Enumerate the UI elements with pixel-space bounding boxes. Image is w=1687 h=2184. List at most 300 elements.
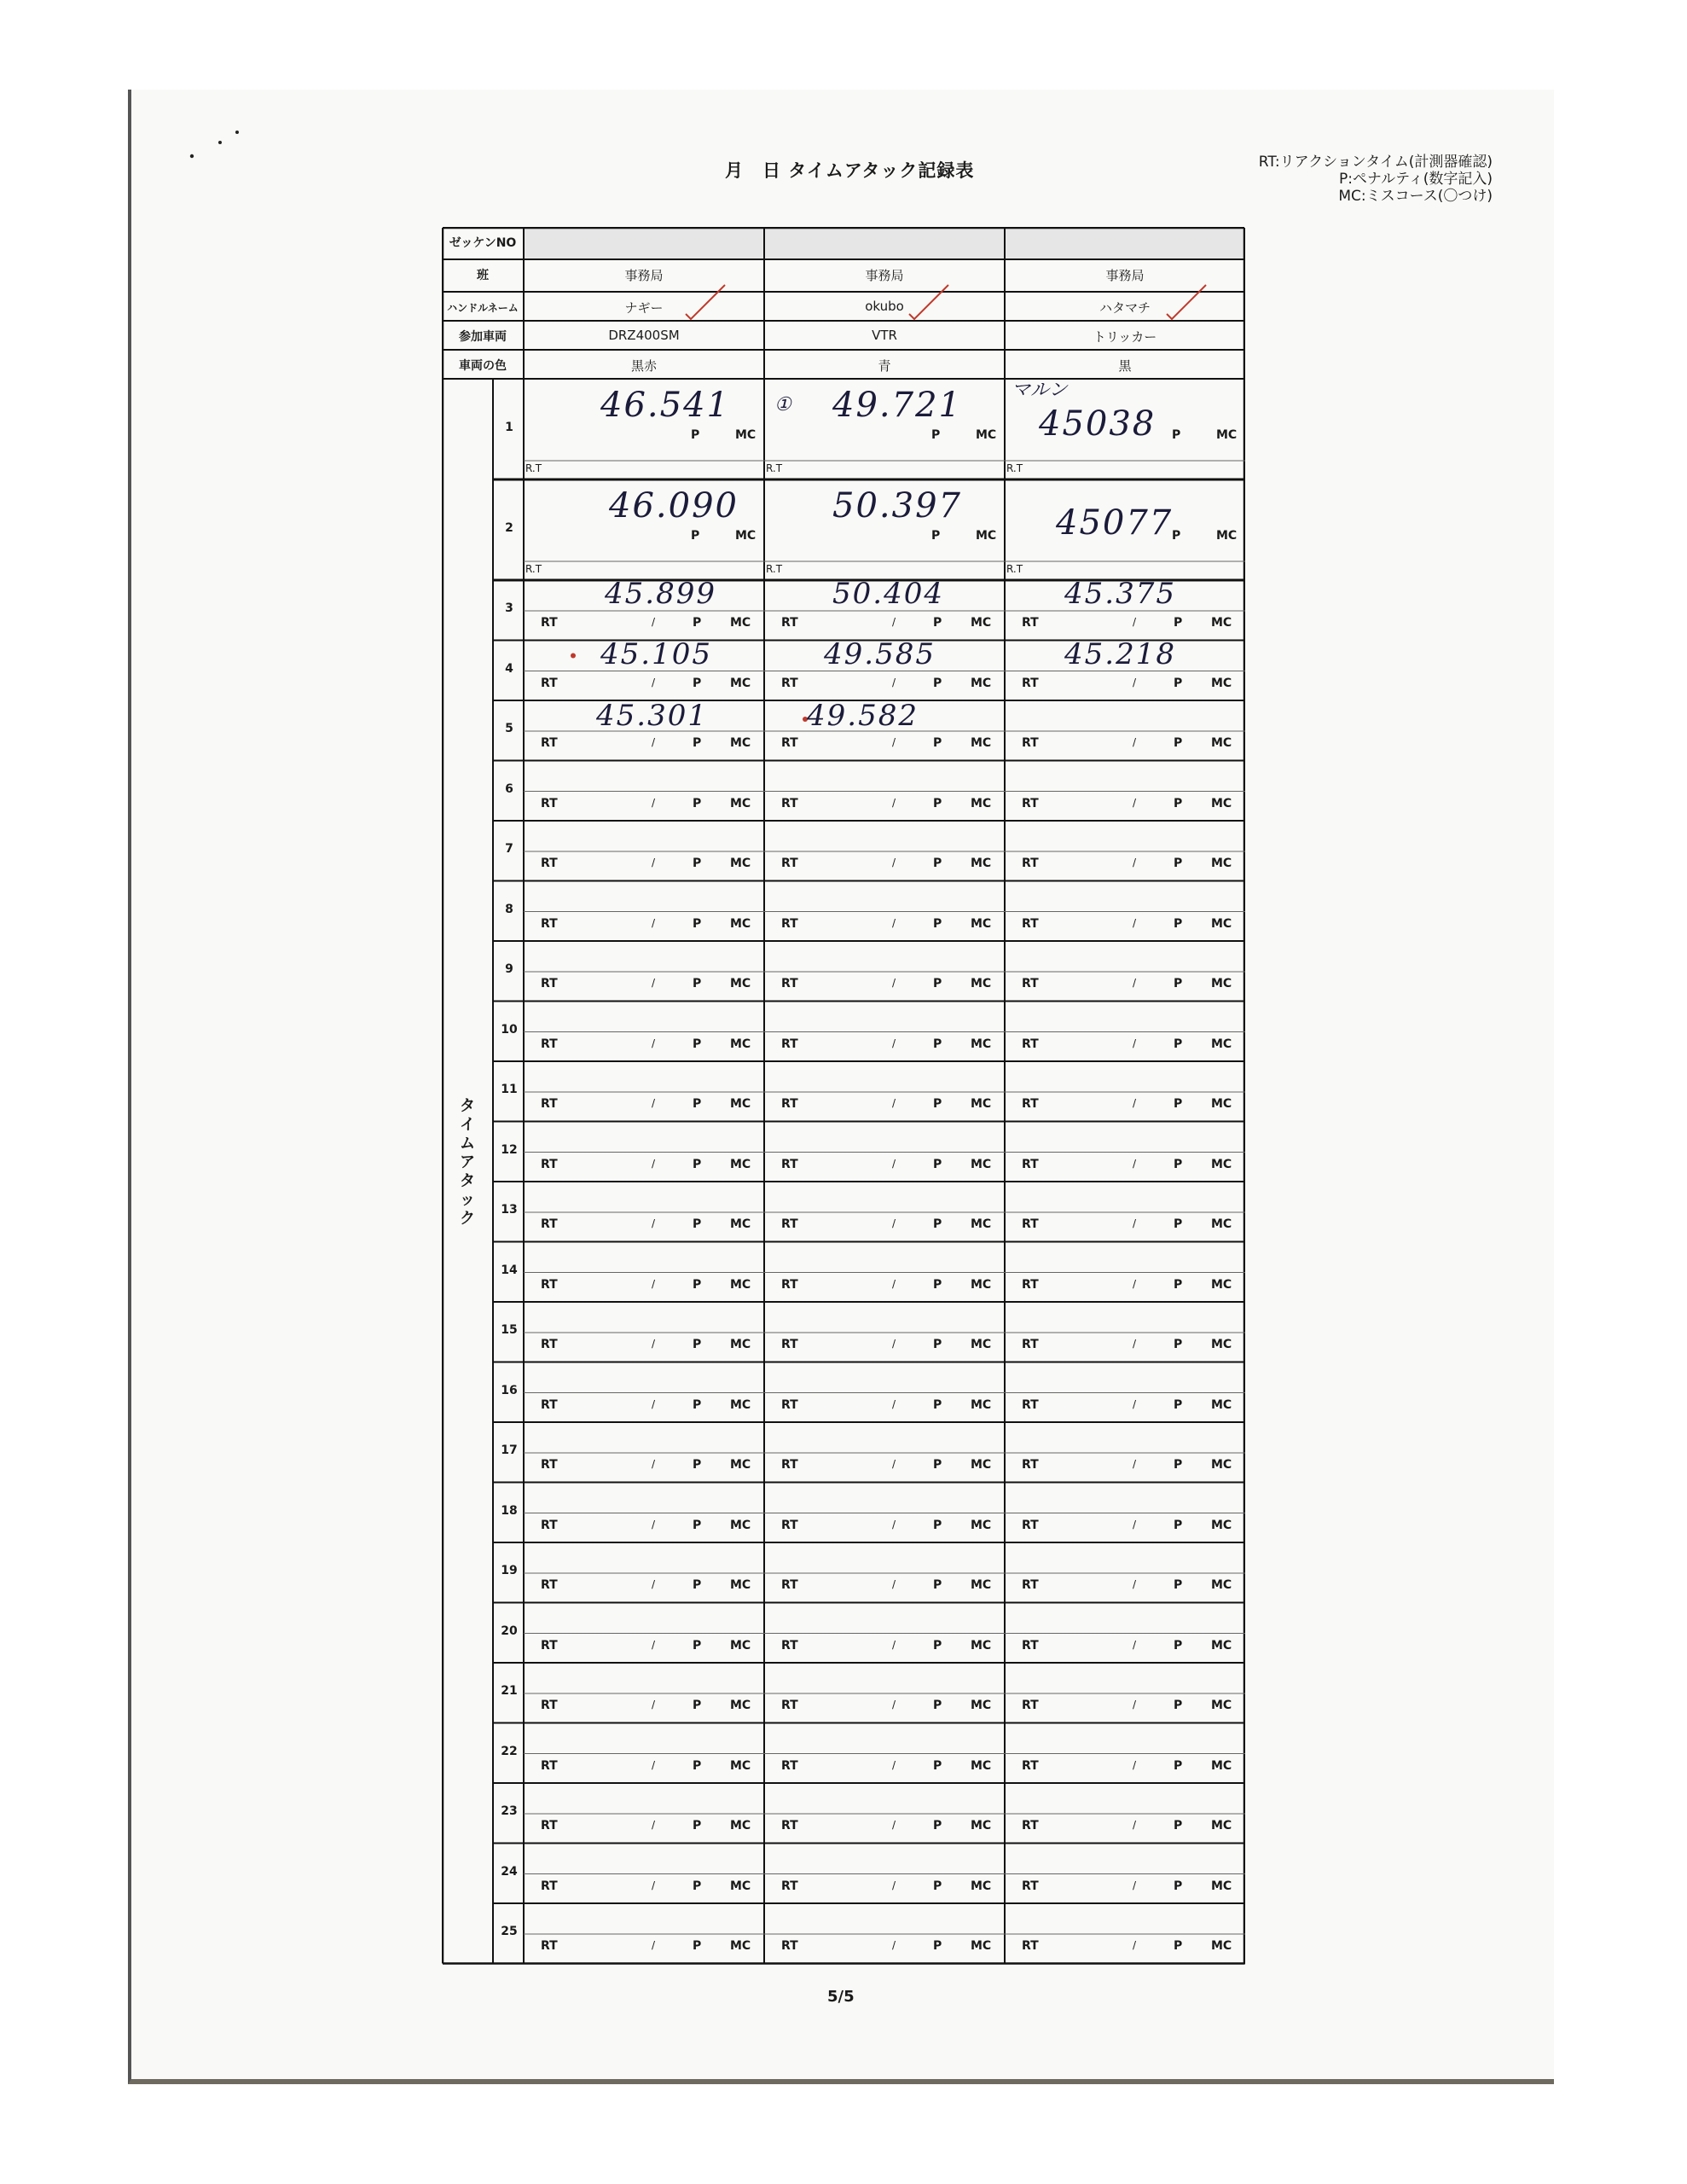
- rt-label: RT: [781, 1638, 798, 1653]
- slash-mark: /: [1133, 796, 1137, 809]
- rt-label: RT: [541, 616, 558, 630]
- mc-label: MC: [730, 1939, 751, 1953]
- p-label: P: [1174, 1037, 1183, 1051]
- slash-mark: /: [652, 1578, 656, 1590]
- rt-label: RT: [781, 676, 798, 690]
- rt-label: RT: [781, 1518, 798, 1532]
- row-label-vehicle: 参加車両: [459, 330, 507, 344]
- mc-label: MC: [730, 1819, 751, 1833]
- rt-label: RT: [541, 857, 558, 870]
- mc-label: MC: [735, 529, 757, 543]
- slash-mark: /: [1133, 1097, 1137, 1109]
- mc-label: MC: [730, 1758, 751, 1773]
- p-label: P: [693, 1097, 702, 1111]
- slash-mark: /: [1133, 1819, 1137, 1831]
- p-label: P: [933, 736, 942, 750]
- slash-mark: /: [1133, 1638, 1137, 1651]
- slash-mark: /: [1133, 857, 1137, 868]
- p-label: P: [1174, 1879, 1183, 1893]
- mc-label: MC: [971, 1338, 992, 1351]
- slash-mark: /: [892, 977, 896, 989]
- rt-label: RT: [781, 1157, 798, 1171]
- p-label: P: [1174, 1097, 1183, 1111]
- mc-label: MC: [730, 1338, 751, 1351]
- slash-mark: /: [892, 1397, 896, 1410]
- mc-label: MC: [730, 676, 751, 690]
- mc-label: MC: [976, 529, 997, 543]
- slash-mark: /: [652, 1277, 656, 1290]
- p-label: P: [691, 529, 700, 543]
- rt-label: RT: [1022, 1217, 1039, 1231]
- slash-mark: /: [1133, 916, 1137, 929]
- slash-mark: /: [1133, 616, 1137, 628]
- p-label: P: [693, 977, 702, 990]
- mc-label: MC: [730, 1879, 751, 1893]
- rt-label: RT: [541, 1397, 558, 1412]
- slash-mark: /: [1133, 676, 1137, 688]
- rt-label: R.T: [525, 563, 542, 575]
- mc-label: MC: [730, 1699, 751, 1712]
- mc-label: MC: [1216, 529, 1238, 543]
- p-label: P: [693, 676, 702, 690]
- rt-label: RT: [1022, 1458, 1039, 1472]
- rider-3-vehicle: トリッカー: [1093, 329, 1157, 345]
- slash-mark: /: [892, 1518, 896, 1531]
- slash-mark: /: [892, 616, 896, 628]
- p-label: P: [1174, 916, 1183, 931]
- mc-label: MC: [1211, 1819, 1232, 1833]
- rt-label: R.T: [525, 462, 542, 474]
- rt-label: RT: [1022, 1277, 1039, 1292]
- handwritten-time-run5-col1: 45.301: [596, 699, 708, 733]
- rt-label: RT: [1022, 736, 1039, 750]
- slash-mark: /: [892, 857, 896, 868]
- mc-label: MC: [1211, 1097, 1232, 1111]
- legend-mc: MC:ミスコース(〇つけ): [1338, 188, 1493, 205]
- mc-label: MC: [971, 1097, 992, 1111]
- mc-label: MC: [1211, 796, 1232, 810]
- slash-mark: /: [892, 1458, 896, 1470]
- rt-label: RT: [1022, 1397, 1039, 1412]
- slash-mark: /: [652, 1819, 656, 1831]
- run-number: 21: [501, 1684, 518, 1699]
- mc-label: MC: [730, 1157, 751, 1171]
- run-number: 11: [501, 1083, 518, 1097]
- run-number: 12: [501, 1142, 518, 1157]
- rt-label: RT: [541, 1157, 558, 1171]
- rt-label: RT: [1022, 616, 1039, 630]
- rt-label: R.T: [1006, 563, 1023, 575]
- rider-1-color: 黒赤: [630, 358, 657, 374]
- slash-mark: /: [892, 1578, 896, 1590]
- slash-mark: /: [892, 1758, 896, 1771]
- rt-label: RT: [781, 1458, 798, 1472]
- rt-label: RT: [781, 796, 798, 810]
- p-label: P: [693, 1338, 702, 1351]
- handwritten-time-run2-col2: 50.397: [832, 486, 962, 526]
- row-label-group: 班: [477, 269, 489, 282]
- handwritten-time-run4-col1: 45.105: [600, 636, 712, 671]
- mc-label: MC: [1211, 1518, 1232, 1532]
- stray-marks: [188, 124, 247, 166]
- rt-label: RT: [1022, 977, 1039, 990]
- handwritten-time-run3-col3: 45.375: [1064, 577, 1176, 611]
- slash-mark: /: [1133, 1518, 1137, 1531]
- row-label-bib: ゼッケンNO: [449, 236, 517, 250]
- p-label: P: [693, 1397, 702, 1412]
- rt-label: R.T: [766, 462, 783, 474]
- rt-label: RT: [1022, 1157, 1039, 1171]
- rider-1-group: 事務局: [624, 268, 664, 283]
- handwritten-time-run3-col1: 45.899: [605, 577, 716, 611]
- p-label: P: [1172, 529, 1181, 543]
- mc-label: MC: [1211, 1277, 1232, 1292]
- p-label: P: [933, 676, 942, 690]
- p-label: P: [933, 1819, 942, 1833]
- rt-label: RT: [541, 1217, 558, 1231]
- slash-mark: /: [892, 1338, 896, 1350]
- slash-mark: /: [652, 1879, 656, 1891]
- slash-mark: /: [892, 1638, 896, 1651]
- slash-mark: /: [892, 1819, 896, 1831]
- slash-mark: /: [892, 1699, 896, 1711]
- mc-label: MC: [730, 1217, 751, 1231]
- handwritten-circled-number: ①: [774, 394, 791, 415]
- rt-label: RT: [541, 796, 558, 810]
- rt-label: RT: [541, 1518, 558, 1532]
- p-label: P: [933, 857, 942, 870]
- mc-label: MC: [1211, 1758, 1232, 1773]
- p-label: P: [933, 1097, 942, 1111]
- run-number: 22: [501, 1744, 518, 1758]
- run-number: 2: [505, 521, 513, 535]
- mc-label: MC: [730, 857, 751, 870]
- rider-2-vehicle: VTR: [872, 328, 897, 343]
- rider-2-handle: okubo: [865, 299, 904, 314]
- mc-label: MC: [735, 428, 757, 442]
- run-number: 13: [501, 1203, 518, 1217]
- slash-mark: /: [1133, 1157, 1137, 1170]
- rt-label: RT: [541, 1758, 558, 1773]
- p-label: P: [1174, 1458, 1183, 1472]
- p-label: P: [693, 1819, 702, 1833]
- mc-label: MC: [1211, 1217, 1232, 1231]
- rt-label: RT: [1022, 1939, 1039, 1953]
- mc-label: MC: [1211, 977, 1232, 990]
- mc-label: MC: [730, 1518, 751, 1532]
- p-label: P: [933, 796, 942, 810]
- p-label: P: [933, 1217, 942, 1231]
- run-number: 9: [505, 962, 513, 977]
- slash-mark: /: [652, 796, 656, 809]
- rt-label: RT: [541, 1819, 558, 1833]
- p-label: P: [1174, 1578, 1183, 1592]
- handwritten-time-run1-col1: 46.541: [600, 386, 730, 425]
- rt-label: RT: [781, 1939, 798, 1953]
- p-label: P: [933, 1939, 942, 1953]
- rt-label: RT: [1022, 1097, 1039, 1111]
- p-label: P: [933, 1699, 942, 1712]
- slash-mark: /: [652, 1217, 656, 1229]
- slash-mark: /: [892, 1879, 896, 1891]
- mc-label: MC: [1211, 1037, 1232, 1051]
- mc-label: MC: [1211, 1578, 1232, 1592]
- mc-label: MC: [730, 736, 751, 750]
- run-number: 7: [505, 842, 513, 857]
- rt-label: RT: [541, 1338, 558, 1351]
- rt-label: RT: [781, 1879, 798, 1893]
- mc-label: MC: [1211, 1157, 1232, 1171]
- rt-label: RT: [1022, 1578, 1039, 1592]
- slash-mark: /: [652, 916, 656, 929]
- slash-mark: /: [1133, 1758, 1137, 1771]
- rt-label: RT: [781, 1578, 798, 1592]
- mc-label: MC: [1211, 1879, 1232, 1893]
- p-label: P: [693, 616, 702, 630]
- slash-mark: /: [652, 616, 656, 628]
- run-number: 16: [501, 1383, 518, 1397]
- p-label: P: [933, 1338, 942, 1351]
- mc-label: MC: [971, 1879, 992, 1893]
- rt-label: RT: [781, 1758, 798, 1773]
- slash-mark: /: [1133, 736, 1137, 748]
- slash-mark: /: [1133, 1939, 1137, 1951]
- p-label: P: [693, 1458, 702, 1472]
- handwritten-time-run3-col2: 50.404: [832, 577, 944, 611]
- slash-mark: /: [1133, 1578, 1137, 1590]
- mc-label: MC: [971, 1277, 992, 1292]
- slash-mark: /: [1133, 1699, 1137, 1711]
- slash-mark: /: [892, 796, 896, 809]
- handwritten-time-run4-col3: 45.218: [1064, 636, 1176, 671]
- mc-label: MC: [1211, 1939, 1232, 1953]
- handwritten-time-run2-col3: 45077: [1056, 503, 1174, 543]
- rider-1-handle: ナギー: [624, 300, 664, 316]
- run-number: 10: [501, 1022, 518, 1037]
- rt-label: RT: [781, 977, 798, 990]
- mc-label: MC: [730, 916, 751, 931]
- slash-mark: /: [652, 977, 656, 989]
- p-label: P: [1174, 676, 1183, 690]
- p-label: P: [933, 1879, 942, 1893]
- mc-label: MC: [971, 736, 992, 750]
- legend-rt: RT:リアクションタイム(計測器確認): [1258, 154, 1493, 171]
- rider-3-color: 黒: [1118, 358, 1132, 374]
- mc-label: MC: [971, 616, 992, 630]
- run-number: 25: [501, 1925, 518, 1939]
- mc-label: MC: [730, 1037, 751, 1051]
- rt-label: RT: [1022, 796, 1039, 810]
- run-number: 14: [501, 1263, 518, 1277]
- p-label: P: [693, 1518, 702, 1532]
- mc-label: MC: [1211, 916, 1232, 931]
- mc-label: MC: [730, 796, 751, 810]
- rt-label: RT: [541, 1037, 558, 1051]
- mc-label: MC: [971, 1699, 992, 1712]
- rt-label: RT: [781, 1699, 798, 1712]
- slash-mark: /: [1133, 1277, 1137, 1290]
- slash-mark: /: [1133, 1458, 1137, 1470]
- rt-label: RT: [1022, 1518, 1039, 1532]
- run-number: 8: [505, 902, 513, 916]
- rt-label: RT: [781, 1217, 798, 1231]
- rider-2-color: 青: [878, 358, 891, 374]
- p-label: P: [693, 1578, 702, 1592]
- mc-label: MC: [730, 1578, 751, 1592]
- p-label: P: [1174, 616, 1183, 630]
- handwritten-note: マルン: [1012, 380, 1068, 401]
- mc-label: MC: [971, 796, 992, 810]
- rider-3-group: 事務局: [1105, 268, 1145, 283]
- rt-label: RT: [781, 1277, 798, 1292]
- p-label: P: [1174, 1277, 1183, 1292]
- rt-label: RT: [541, 1638, 558, 1653]
- slash-mark: /: [652, 1939, 656, 1951]
- mc-label: MC: [730, 1277, 751, 1292]
- run-number: 15: [501, 1323, 518, 1338]
- rt-label: RT: [781, 1397, 798, 1412]
- mc-label: MC: [971, 1578, 992, 1592]
- rt-label: R.T: [766, 563, 783, 575]
- p-label: P: [931, 428, 941, 442]
- slash-mark: /: [1133, 1397, 1137, 1410]
- row-label-color: 車両の色: [459, 359, 507, 373]
- p-label: P: [693, 1157, 702, 1171]
- p-label: P: [693, 736, 702, 750]
- handwritten-time-run1-col3: 45038: [1039, 404, 1157, 444]
- row-label-handle: ハンドルネーム: [447, 302, 519, 314]
- p-label: P: [693, 1758, 702, 1773]
- legend: [1109, 154, 1493, 205]
- document-title: 月 日 タイムアタック記録表: [725, 160, 975, 181]
- slash-mark: /: [1133, 1037, 1137, 1049]
- rt-label: RT: [1022, 1338, 1039, 1351]
- handwritten-time-run5-col2: 49.582: [807, 699, 919, 733]
- rt-label: RT: [781, 916, 798, 931]
- rt-label: RT: [1022, 1758, 1039, 1773]
- p-label: P: [933, 1277, 942, 1292]
- rt-label: RT: [1022, 916, 1039, 931]
- mc-label: MC: [730, 616, 751, 630]
- slash-mark: /: [652, 1037, 656, 1049]
- rt-label: RT: [541, 1458, 558, 1472]
- p-label: P: [693, 916, 702, 931]
- slash-mark: /: [892, 1217, 896, 1229]
- mc-label: MC: [730, 1397, 751, 1412]
- p-label: P: [1174, 1217, 1183, 1231]
- mc-label: MC: [971, 1939, 992, 1953]
- rider-2-group: 事務局: [865, 268, 904, 283]
- rt-label: RT: [541, 977, 558, 990]
- mc-label: MC: [1211, 736, 1232, 750]
- p-label: P: [1174, 1819, 1183, 1833]
- mc-label: MC: [730, 1638, 751, 1653]
- slash-mark: /: [652, 1758, 656, 1771]
- p-label: P: [1174, 1157, 1183, 1171]
- p-label: P: [933, 977, 942, 990]
- rt-label: RT: [541, 736, 558, 750]
- mc-label: MC: [971, 1157, 992, 1171]
- mc-label: MC: [1211, 1699, 1232, 1712]
- p-label: P: [1174, 977, 1183, 990]
- p-label: P: [933, 1157, 942, 1171]
- slash-mark: /: [892, 736, 896, 748]
- run-number: 17: [501, 1443, 518, 1458]
- legend-p: P:ペナルティ(数字記入): [1338, 171, 1493, 188]
- page-number: 5/5: [827, 1988, 855, 2006]
- slash-mark: /: [892, 1037, 896, 1049]
- rt-label: RT: [781, 736, 798, 750]
- slash-mark: /: [1133, 1338, 1137, 1350]
- rt-label: RT: [541, 1578, 558, 1592]
- slash-mark: /: [652, 1397, 656, 1410]
- mc-label: MC: [971, 1397, 992, 1412]
- p-label: P: [693, 1277, 702, 1292]
- p-label: P: [1174, 1939, 1183, 1953]
- run-number: 20: [501, 1623, 518, 1638]
- mc-label: MC: [971, 676, 992, 690]
- run-number: 3: [505, 601, 513, 616]
- p-label: P: [693, 857, 702, 870]
- mc-label: MC: [1211, 1638, 1232, 1653]
- mc-label: MC: [971, 977, 992, 990]
- mc-label: MC: [730, 977, 751, 990]
- p-label: P: [1174, 736, 1183, 750]
- rider-3-handle: ハタマチ: [1099, 300, 1151, 316]
- p-label: P: [693, 1037, 702, 1051]
- rt-label: RT: [541, 1699, 558, 1712]
- mc-label: MC: [971, 1758, 992, 1773]
- mc-label: MC: [971, 1217, 992, 1231]
- rt-label: RT: [781, 1037, 798, 1051]
- rider-1-vehicle: DRZ400SM: [608, 328, 680, 343]
- mc-label: MC: [1211, 616, 1232, 630]
- p-label: P: [933, 1578, 942, 1592]
- run-number: 5: [505, 722, 513, 736]
- handwritten-time-run1-col2: 49.721: [832, 386, 962, 425]
- mc-label: MC: [1211, 857, 1232, 870]
- mc-label: MC: [730, 1458, 751, 1472]
- rt-label: R.T: [1006, 462, 1023, 474]
- p-label: P: [933, 616, 942, 630]
- rt-label: RT: [541, 1939, 558, 1953]
- mc-label: MC: [971, 1037, 992, 1051]
- rt-label: RT: [541, 1097, 558, 1111]
- p-label: P: [1174, 1397, 1183, 1412]
- slash-mark: /: [652, 1518, 656, 1531]
- slash-mark: /: [1133, 977, 1137, 989]
- slash-mark: /: [892, 1097, 896, 1109]
- p-label: P: [933, 1518, 942, 1532]
- mc-label: MC: [971, 1518, 992, 1532]
- rt-label: RT: [1022, 857, 1039, 870]
- mc-label: MC: [971, 916, 992, 931]
- mc-label: MC: [976, 428, 997, 442]
- slash-mark: /: [652, 1458, 656, 1470]
- rt-label: RT: [1022, 1037, 1039, 1051]
- mc-label: MC: [730, 1097, 751, 1111]
- slash-mark: /: [1133, 1217, 1137, 1229]
- mc-label: MC: [1211, 1397, 1232, 1412]
- slash-mark: /: [652, 736, 656, 748]
- run-number: 4: [505, 661, 513, 676]
- slash-mark: /: [892, 1157, 896, 1170]
- slash-mark: /: [652, 1157, 656, 1170]
- run-number: 23: [501, 1804, 518, 1819]
- run-number: 19: [501, 1564, 518, 1578]
- p-label: P: [693, 1638, 702, 1653]
- rt-label: RT: [1022, 1699, 1039, 1712]
